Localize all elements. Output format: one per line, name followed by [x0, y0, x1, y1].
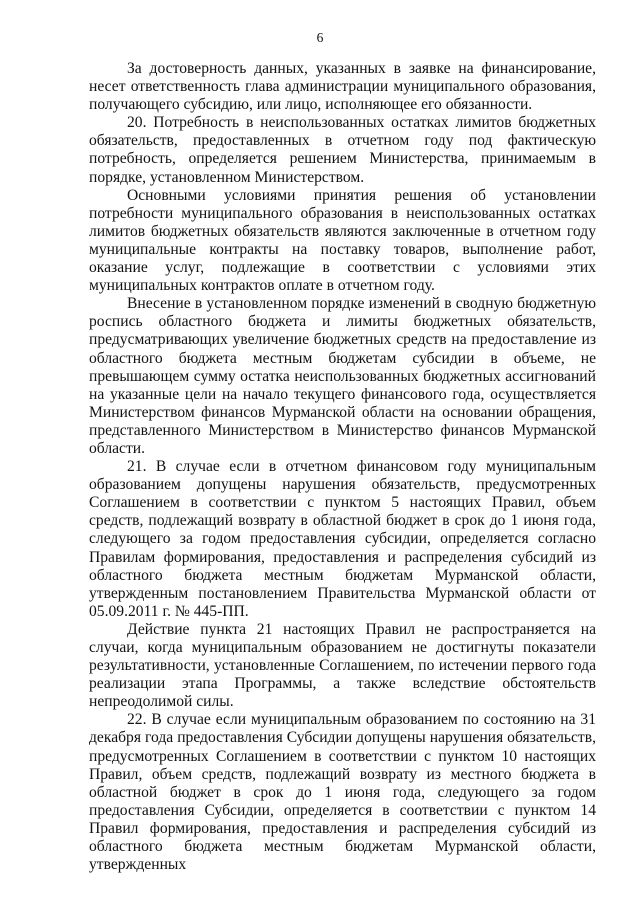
paragraph-22: 22. В случае если муниципальным образованием по состоянию на 31 декабря года предоставления Субсидии допущены нарушения обязательств, предусмотренных Соглашением в соответствии с пунктом 10 настоящих Правил, объем средств, подлежащий возврату из местного бюджета в областной бюджет в срок до 1 июня года, следующего за годом предоставления Субсидии, определяется в соответствии с пунктом 14 Правил формирования, предоставления и распределения субсидий из областного бюджета местным бюджетам Мурманской области, утвержденных [89, 711, 596, 874]
paragraph-main-conditions: Основными условиями принятия решения об установлении потребности муниципального образования в неиспользованных остатках лимитов бюджетных обязательств являются заключенные в отчетном году муниципальные контракты на поставку товаров, выполнение работ, оказание услуг, подлежащие в соответствии с условиями этих муниципальных контрактов оплате в отчетном году. [89, 186, 596, 295]
paragraph-budget-changes: Внесение в установленном порядке изменений в сводную бюджетную роспись областного бюджета и лимиты бюджетных обязательств, предусматривающих увеличение бюджетных средств на предоставление из областного бюджета местным бюджетам субсидии в объеме, не превышающем сумму остатка неиспользованных бюджетных ассигнований на указанные цели на начало текущего финансового года, осуществляется Министерством финансов Мурманской области на основании обращения, представленного Министерством в Министерство финансов Мурманской области. [89, 295, 596, 457]
paragraph-20: 20. Потребность в неиспользованных остатках лимитов бюджетных обязательств, предоставленных в отчетном году под фактическую потребность, определяется решением Министерства, принимаемым в порядке, установленном Министерством. [89, 114, 596, 186]
paragraph-21-exceptions: Действие пункта 21 настоящих Правил не распространяется на случаи, когда муниципальным образованием не достигнуты показатели результативности, установленные Соглашением, по истечении первого года реализации этапа Программы, а также вследствие обстоятельств непреодолимой силы. [89, 620, 596, 711]
paragraph-21: 21. В случае если в отчетном финансовом году муниципальным образованием допущены нарушения обязательств, предусмотренных Соглашением в соответствии с пунктом 5 настоящих Правил, объем средств, подлежащий возврату в областной бюджет в срок до 1 июня года, следующего за годом предоставления субсидии, определяется согласно Правилам формирования, предоставления и распределения субсидий из областного бюджета местным бюджетам Мурманской области, утвержденным постановлением Правительства Мурманской области от 05.09.2011 г. № 445-ПП. [89, 458, 596, 620]
page-number: 6 [316, 30, 324, 45]
document-body [89, 60, 596, 874]
paragraph-data-responsibility: За достоверность данных, указанных в заявке на финансирование, несет ответственность глава администрации муниципального образования, получающего субсидию, или лицо, исполняющее его обязанности. [89, 60, 596, 114]
